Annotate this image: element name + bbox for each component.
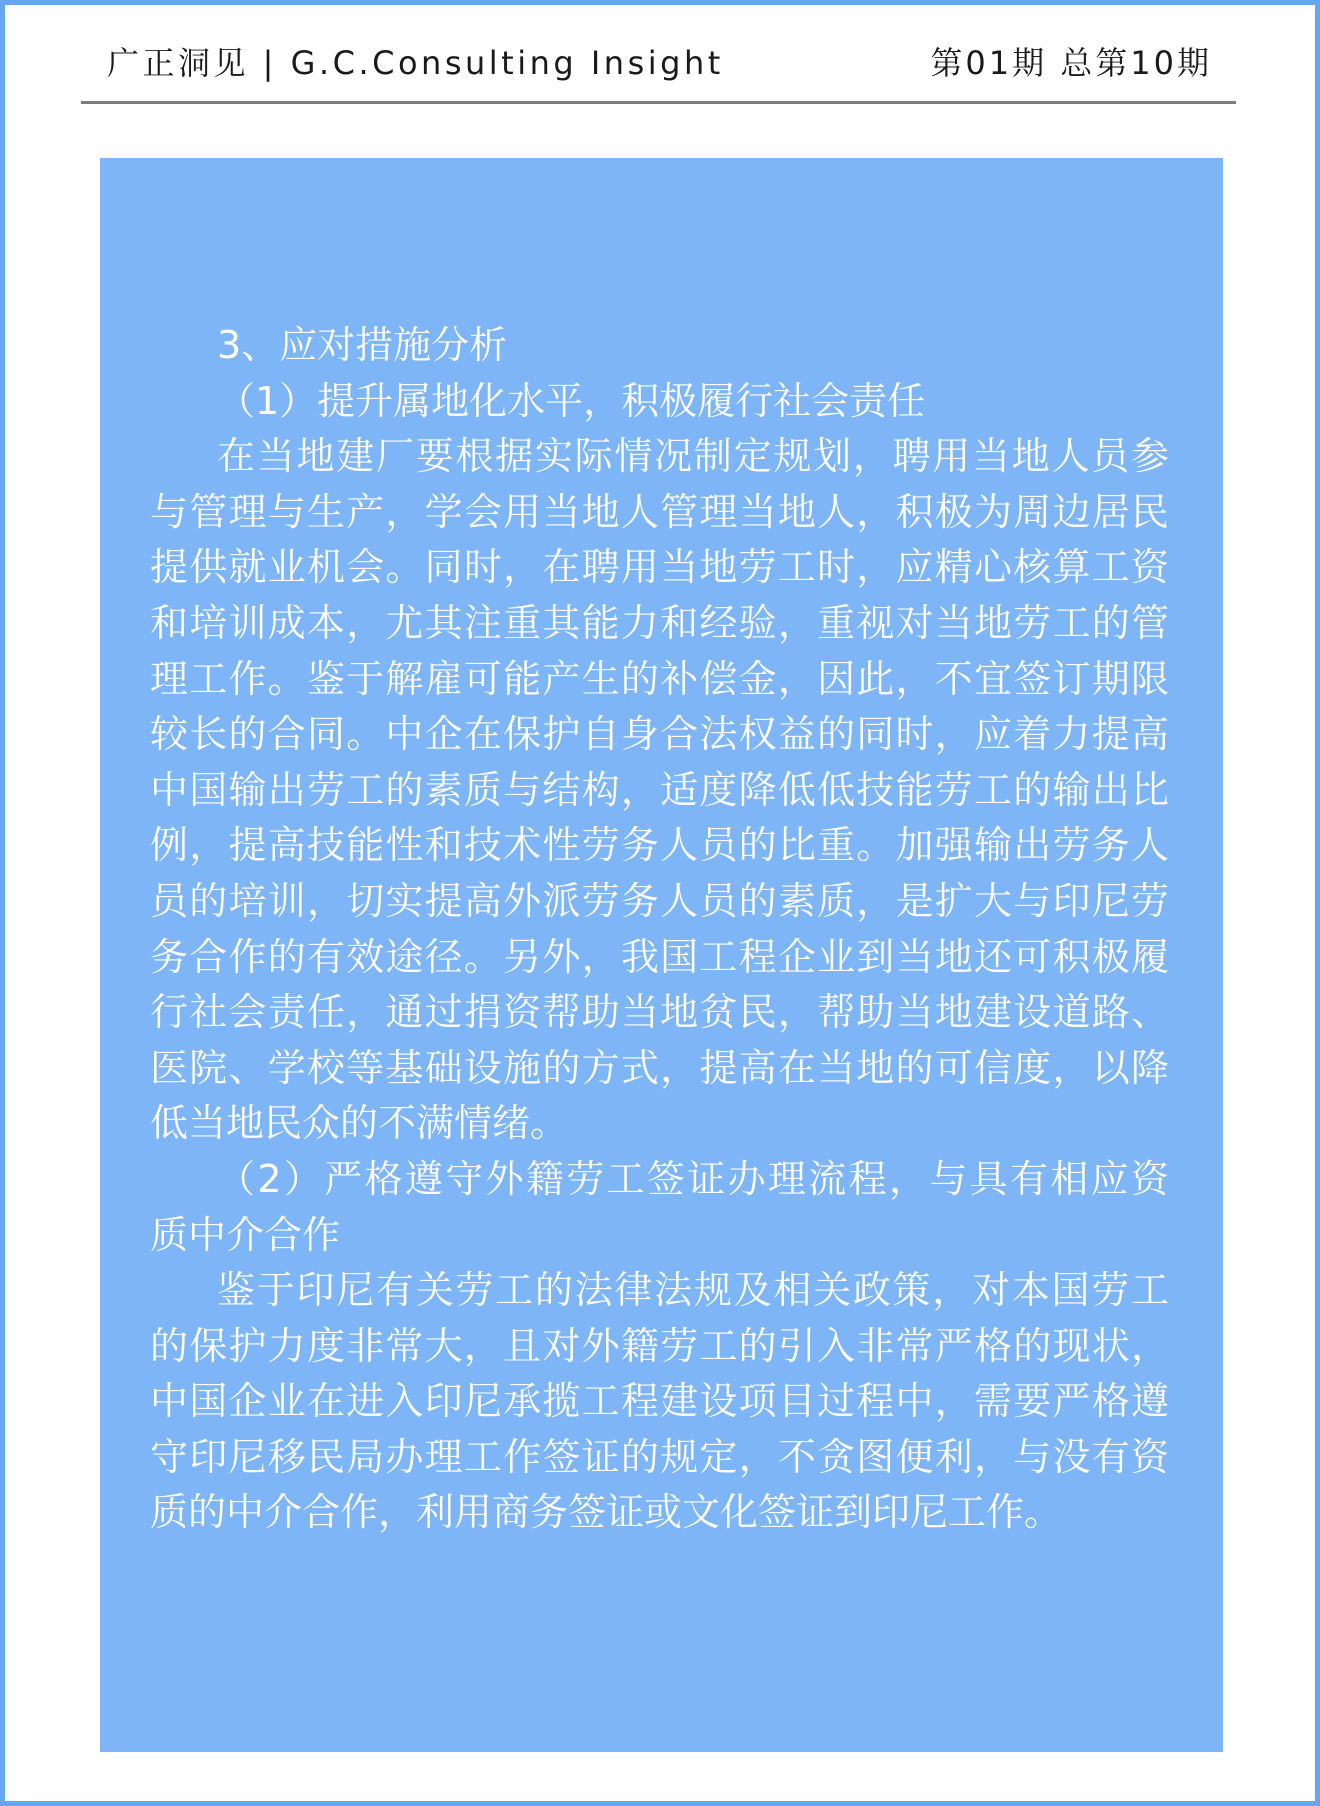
publication-title: 广正洞见 | G.C.Consulting Insight (107, 44, 724, 82)
paragraph-line: 低当地民众的不满情绪。 (150, 1101, 569, 1146)
content-panel (100, 158, 1223, 1752)
paragraph-line: 在当地建厂要根据实际情况制定规划，聘用当地人员参 (217, 434, 1169, 479)
paragraph-line: 理工作。鉴于解雇可能产生的补偿金，因此，不宜签订期限 (150, 656, 1169, 701)
paragraph-line: 与管理与生产，学会用当地人管理当地人，积极为周边居民 (150, 489, 1169, 534)
paragraph-line: 务合作的有效途径。另外，我国工程企业到当地还可积极履 (150, 934, 1169, 979)
paragraph-line: 员的培训，切实提高外派劳务人员的素质，是扩大与印尼劳 (150, 878, 1169, 923)
subsection-title: 质中介合作 (150, 1212, 341, 1257)
subsection-title: （2）严格遵守外籍劳工签证办理流程，与具有相应资 (217, 1156, 1169, 1201)
paragraph-line: 较长的合同。中企在保护自身合法权益的同时，应着力提高 (150, 712, 1169, 757)
paragraph-line: 鉴于印尼有关劳工的法律法规及相关政策，对本国劳工 (217, 1268, 1169, 1313)
paragraph-line: 和培训成本，尤其注重其能力和经验，重视对当地劳工的管 (150, 600, 1169, 645)
section-heading: 3、应对措施分析 (217, 323, 508, 367)
paragraph-line: 质的中介合作，利用商务签证或文化签证到印尼工作。 (150, 1490, 1063, 1535)
paragraph-line: 的保护力度非常大，且对外籍劳工的引入非常严格的现状， (150, 1323, 1169, 1368)
paragraph-line: 中国输出劳工的素质与结构，适度降低低技能劳工的输出比 (150, 767, 1169, 812)
paragraph-line: 提供就业机会。同时，在聘用当地劳工时，应精心核算工资 (150, 545, 1169, 590)
paragraph-line: 中国企业在进入印尼承揽工程建设项目过程中，需要严格遵 (150, 1379, 1169, 1424)
paragraph-line: 守印尼移民局办理工作签证的规定，不贪图便利，与没有资 (150, 1434, 1169, 1479)
paragraph-line: 医院、学校等基础设施的方式，提高在当地的可信度，以降 (150, 1045, 1169, 1090)
subsection-title: （1）提升属地化水平，积极履行社会责任 (217, 378, 926, 423)
paragraph-line: 行社会责任，通过捐资帮助当地贫民，帮助当地建设道路、 (150, 990, 1169, 1035)
header-rule (81, 101, 1236, 104)
issue-number: 第01期 总第10期 (930, 44, 1212, 82)
paragraph-line: 例，提高技能性和技术性劳务人员的比重。加强输出劳务人 (150, 823, 1169, 868)
article-body (150, 318, 1169, 1541)
